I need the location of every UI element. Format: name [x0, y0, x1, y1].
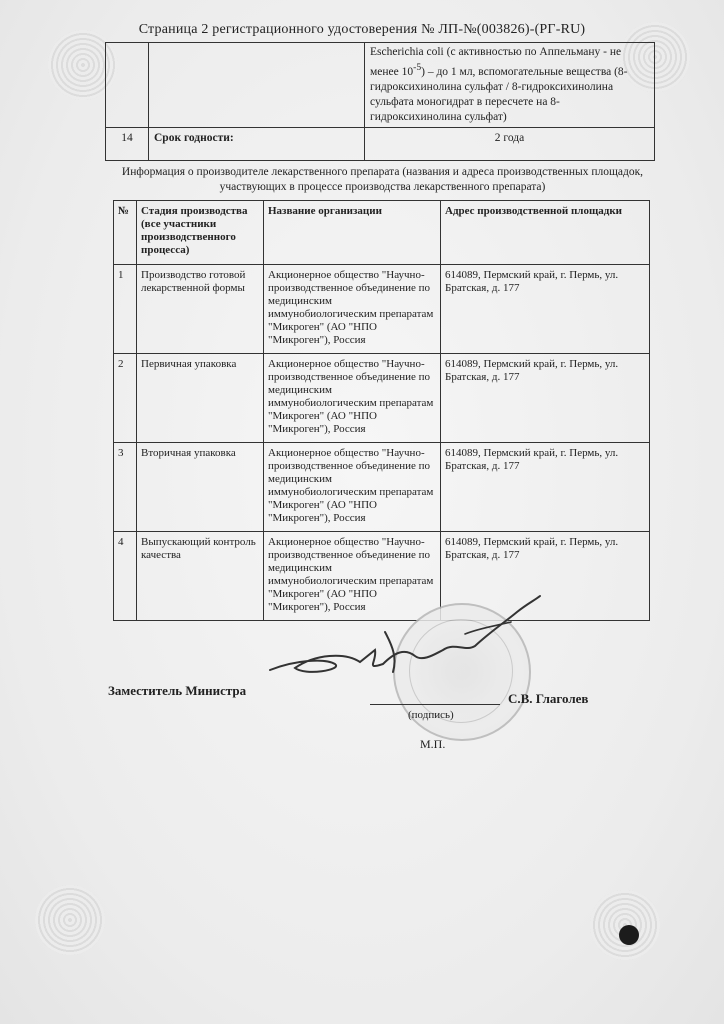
row-org: Акционерное общество "Научно-производственное объединение по медицинским иммунобиологическим препаратам "Микроген" (АО "НПО "Микроген"), Россия — [264, 354, 441, 443]
col-header-address: Адрес производственной площадки — [441, 201, 650, 265]
col-header-num: № — [114, 201, 137, 265]
row-address: 614089, Пермский край, г. Пермь, ул. Братская, д. 177 — [441, 443, 650, 532]
punch-hole — [619, 925, 639, 945]
row-org: Акционерное общество "Научно-производственное объединение по медицинским иммунобиологическим препаратам "Микроген" (АО "НПО "Микроген"), Россия — [264, 532, 441, 621]
producers-table — [113, 200, 650, 621]
row-address: 614089, Пермский край, г. Пермь, ул. Братская, д. 177 — [441, 532, 650, 621]
row-org: Акционерное общество "Научно-производственное объединение по медицинским иммунобиологическим препаратам "Микроген" (АО "НПО "Микроген"), Россия — [264, 443, 441, 532]
table-row — [114, 354, 650, 443]
col-header-org: Название организации — [264, 201, 441, 265]
row-num: 1 — [114, 265, 137, 354]
row-stage: Производство готовой лекарственной формы — [137, 265, 264, 354]
row-address: 614089, Пермский край, г. Пермь, ул. Братская, д. 177 — [441, 354, 650, 443]
position-title: Заместитель Министра — [108, 683, 247, 698]
composition-line: ) – до 1 мл, вспомогательные вещества (8- — [421, 65, 628, 78]
info-line: участвующих в процессе производства лекарственного препарата) — [219, 181, 546, 193]
table-row — [106, 127, 655, 160]
signature-line — [370, 704, 500, 705]
composition-line: гидроксихинолина сульфат / 8-гидроксихинолина — [370, 80, 614, 93]
stamp-place-label: М.П. — [420, 737, 446, 751]
table-row — [114, 265, 650, 354]
col-header-stage: Стадия производства (все участники производственного процесса) — [137, 201, 264, 265]
composition-line: Escherichia coli (с активностью по Аппельману - не — [370, 46, 622, 58]
row-num: 2 — [114, 354, 137, 443]
corner-ornament-bottom-left — [35, 885, 105, 955]
composition-line: гидроксихинолина сульфат) — [370, 110, 507, 123]
table-cell — [106, 43, 149, 128]
info-line: Информация о производителе лекарственного препарата (названия и адреса производственных площадок, — [121, 166, 644, 178]
signature-caption: (подпись) — [408, 709, 454, 721]
row-address: 614089, Пермский край, г. Пермь, ул. Братская, д. 177 — [441, 265, 650, 354]
registration-table — [105, 42, 655, 161]
signer-name: С.В. Глаголев — [508, 691, 589, 706]
table-row — [106, 43, 655, 128]
shelf-life-value: 2 года — [365, 127, 655, 160]
shelf-life-label: Срок годности: — [149, 127, 365, 160]
row-num: 4 — [114, 532, 137, 621]
row-stage: Первичная упаковка — [137, 354, 264, 443]
row-org: Акционерное общество "Научно-производственное объединение по медицинским иммунобиологическим препаратам "Микроген" (АО "НПО "Микроген"), Россия — [264, 265, 441, 354]
handwritten-signature — [265, 592, 555, 687]
table-header-row — [114, 201, 650, 265]
manufacturer-info — [110, 165, 655, 195]
composition-sup: -5 — [413, 62, 422, 73]
composition-line: сульфата моногидрат в пересчете на 8- — [370, 95, 560, 108]
table-row — [114, 443, 650, 532]
composition-line: менее 10 — [370, 65, 414, 78]
composition-cell — [365, 43, 655, 128]
row-stage: Вторичная упаковка — [137, 443, 264, 532]
row-stage: Выпускающий контроль качества — [137, 532, 264, 621]
page-header: Страница 2 регистрационного удостоверения № ЛП-№(003826)-(РГ-RU) — [138, 22, 586, 37]
row-num: 3 — [114, 443, 137, 532]
row-number: 14 — [106, 127, 149, 160]
table-cell — [149, 43, 365, 128]
